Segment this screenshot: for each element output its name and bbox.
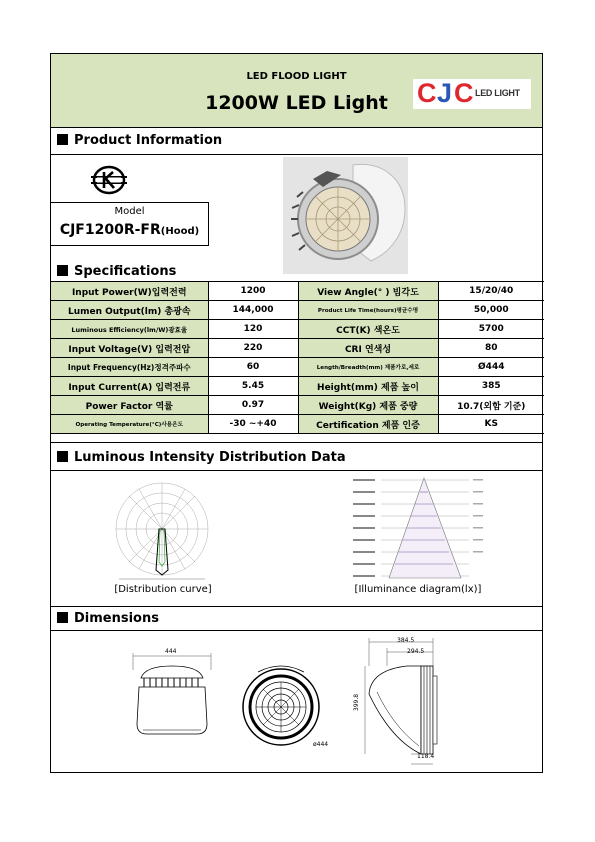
spec-value: 60 <box>208 358 298 377</box>
bullet-square-icon <box>57 612 68 623</box>
bullet-square-icon <box>57 451 68 462</box>
distribution-curve-diagram <box>109 482 215 582</box>
spec-value: 385 <box>438 377 544 396</box>
specifications-table <box>51 281 544 434</box>
spec-label: Certification 제품 인증 <box>298 415 438 434</box>
spec-label: Power Factor 역률 <box>51 396 208 415</box>
table-row <box>51 301 544 320</box>
section-luminous-intensity <box>51 442 542 471</box>
datasheet <box>50 53 543 773</box>
model-suffix: (Hood) <box>160 226 200 237</box>
spec-value: 80 <box>438 339 544 358</box>
table-row <box>51 320 544 339</box>
dimension-inner-length: 294.5 <box>407 648 425 655</box>
model-value <box>51 222 208 238</box>
spec-label: Height(mm) 제품 높이 <box>298 377 438 396</box>
spec-label: View Angle(° ) 빔각도 <box>298 282 438 301</box>
product-category: LED FLOOD LIGHT <box>246 71 347 82</box>
logo-text: LED LIGHT <box>475 88 520 98</box>
section-product-information <box>51 128 542 155</box>
bullet-square-icon <box>57 134 68 145</box>
product-title: 1200W LED Light <box>205 92 388 114</box>
logo-letter-j: J <box>437 78 453 108</box>
spec-value: 220 <box>208 339 298 358</box>
spec-value: 0.97 <box>208 396 298 415</box>
spec-value: 1200 <box>208 282 298 301</box>
header <box>51 54 542 128</box>
spec-value: 15/20/40 <box>438 282 544 301</box>
model-number: CJF1200R-FR <box>59 222 161 238</box>
table-row <box>51 282 544 301</box>
spec-label: Operating Temperature(°C)사용온도 <box>51 415 208 434</box>
dimension-length: 384.5 <box>397 637 415 644</box>
spec-value: 5700 <box>438 320 544 339</box>
section-title: Product Information <box>74 133 223 148</box>
spec-value: 10.7(외함 기준) <box>438 396 544 415</box>
dimension-base: 118.4 <box>417 753 435 760</box>
table-row <box>51 377 544 396</box>
spec-label: Product Life Time(hours)평균수명 <box>298 301 438 320</box>
ks-certification-mark-icon <box>89 164 129 196</box>
section-title: Specifications <box>74 264 177 279</box>
spec-value: -30 ~+40 <box>208 415 298 434</box>
spec-label: Input Voltage(V) 입력전압 <box>51 339 208 358</box>
logo-letter-c2: C <box>454 78 474 108</box>
logo-letter-c: C <box>417 78 437 108</box>
bullet-square-icon <box>57 265 68 276</box>
spec-value: 144,000 <box>208 301 298 320</box>
model-label: Model <box>114 206 145 217</box>
section-title: Dimensions <box>74 611 159 626</box>
spec-label: Input Frequency(Hz)정격주파수 <box>51 358 208 377</box>
section-dimensions <box>51 606 542 631</box>
spec-label: Luminous Efficiency(lm/W)광효율 <box>51 320 208 339</box>
spec-value: 120 <box>208 320 298 339</box>
cjc-logo <box>413 79 531 109</box>
table-row <box>51 415 544 434</box>
illuminance-caption: [Illuminance diagram(lx)] <box>354 584 482 595</box>
table-row <box>51 339 544 358</box>
spec-label: CCT(K) 색온도 <box>298 320 438 339</box>
spec-value: 50,000 <box>438 301 544 320</box>
dimension-drawing-side <box>131 650 216 740</box>
dimension-drawing-front <box>236 662 329 752</box>
dimension-diameter-top: 444 <box>165 648 177 655</box>
dimension-diameter-front: ø444 <box>313 741 329 748</box>
spec-value: 5.45 <box>208 377 298 396</box>
section-title: Luminous Intensity Distribution Data <box>74 450 346 465</box>
spec-value: KS <box>438 415 544 434</box>
spec-value: Ø444 <box>438 358 544 377</box>
illuminance-diagram <box>349 474 489 584</box>
distribution-caption: [Distribution curve] <box>114 584 212 595</box>
table-row <box>51 358 544 377</box>
spec-label: Input Power(W)입력전력 <box>51 282 208 301</box>
spec-label: Weight(Kg) 제품 중량 <box>298 396 438 415</box>
spec-label: Lumen Output(lm) 총광속 <box>51 301 208 320</box>
spec-label: Length/Breadth(mm) 제품가로,세로 <box>298 358 438 377</box>
table-row <box>51 396 544 415</box>
spec-label: CRI 연색성 <box>298 339 438 358</box>
section-specifications <box>51 255 542 281</box>
model-box <box>51 202 209 246</box>
spec-label: Input Current(A) 입력전류 <box>51 377 208 396</box>
dimension-drawing-profile <box>363 636 458 766</box>
dimension-height: 399.8 <box>353 693 361 712</box>
